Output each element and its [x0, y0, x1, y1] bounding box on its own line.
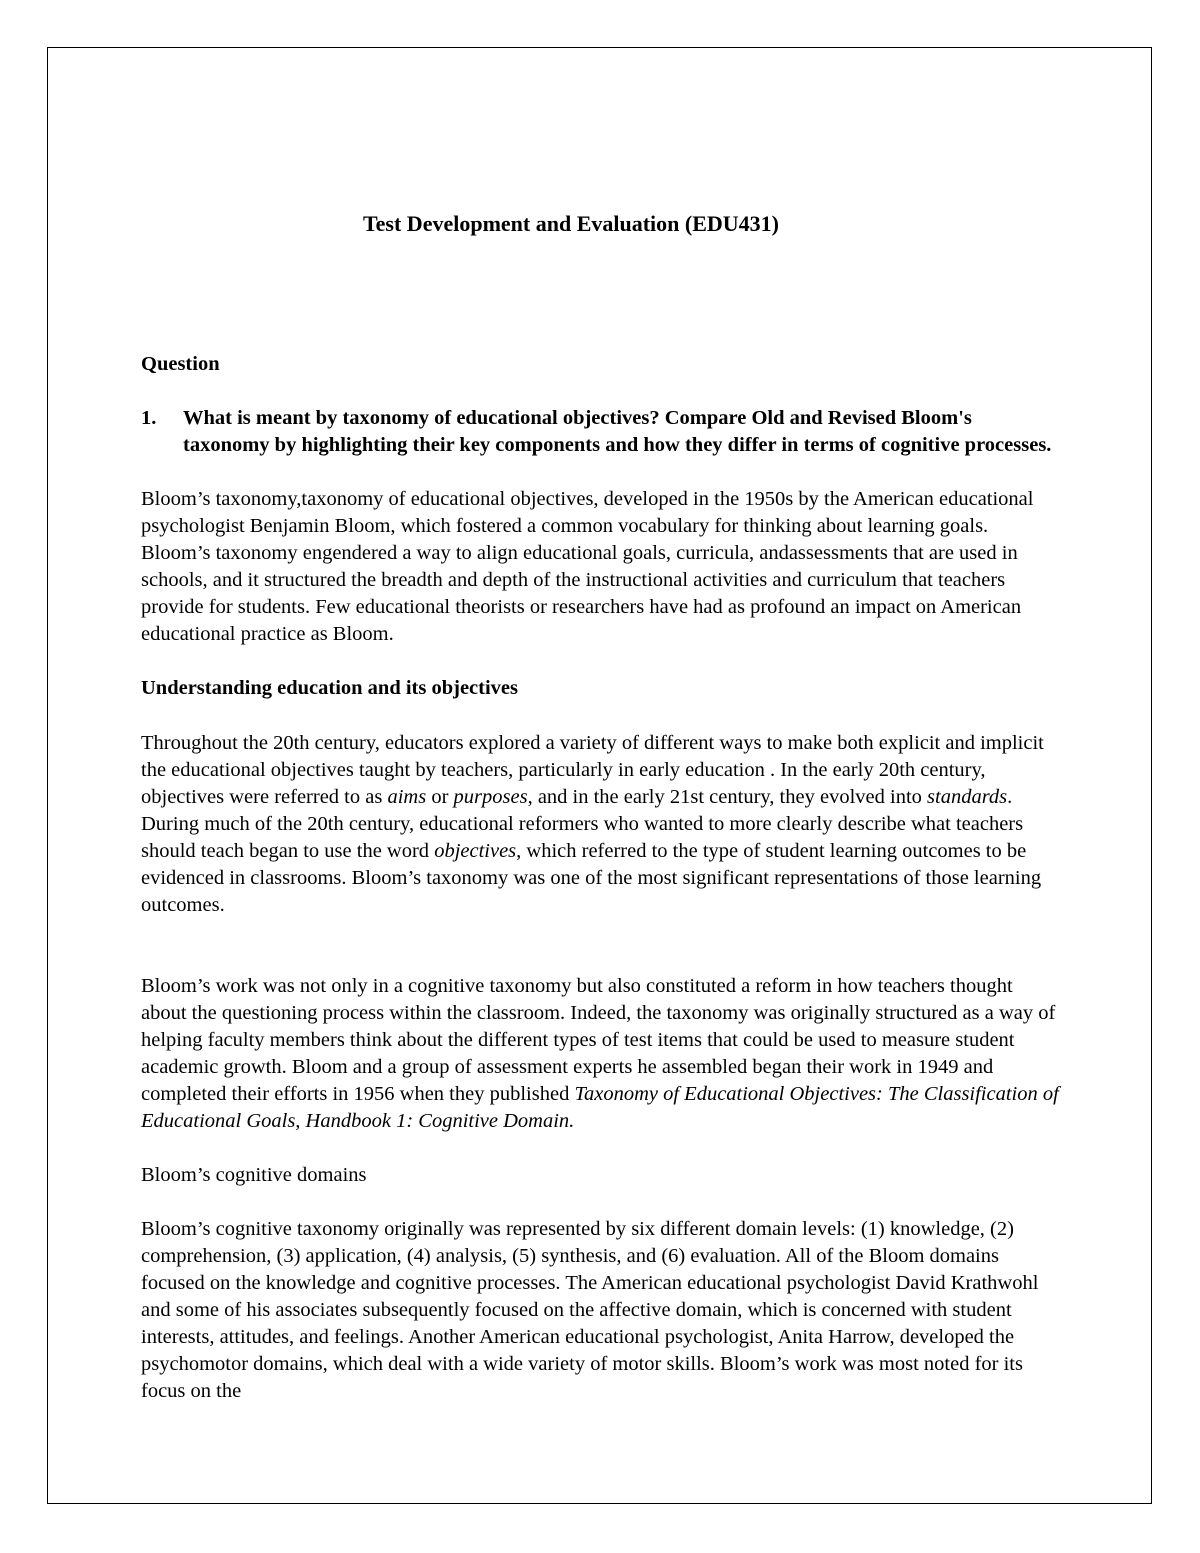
paragraph-cognitive-domains: Bloom’s cognitive taxonomy originally was represented by six different domain levels: (1) knowledge, (2) comprehension, (3) application, (4) analysis, (5) synthesis, and (6) evaluation. All of the Bloom domains focused on the knowledge and cognitive processes. The American educational psychologist David Krathwohl and some of his associates subsequently focused on the affective domain, which is concerned with student interests, attitudes, and feelings. Another American educational psychologist, Anita Harrow, developed the psychomotor domains, which deal with a wide variety of motor skills. Bloom’s work was most noted for its focus on the — [141, 1218, 1039, 1402]
italic-term-purposes: purposes — [453, 786, 528, 808]
question-item — [141, 405, 1061, 459]
document-title: Test Development and Evaluation (EDU431) — [363, 211, 779, 236]
question-text: What is meant by taxonomy of educational objectives? Compare Old and Revised Bloom's taxonomy by highlighting their key components and how they differ in terms of cognitive processes. — [183, 407, 1052, 456]
text-run: . During much of the 20th century, educational reformers who wanted to more clearly describe what teachers should teach began to use the word — [141, 786, 1024, 862]
paragraph-objectives-history — [141, 730, 1061, 919]
italic-book-title: Taxonomy of Educational Objectives: The Classification of Educational Goals, Handbook 1: Cognitive Domain. — [141, 1083, 1059, 1132]
text-run: , and in the early 21st century, they evolved into — [527, 786, 928, 808]
question-heading: Question — [141, 353, 220, 375]
italic-term-objectives: objectives — [434, 840, 517, 862]
paragraph-bloom-work — [141, 973, 1061, 1135]
text-run: or — [426, 786, 454, 808]
section-heading-objectives: Understanding education and its objectives — [141, 677, 519, 699]
question-number: 1. — [141, 407, 157, 429]
text-run: Bloom’s work was not only in a cognitive taxonomy but also constituted a reform in how teachers thought about the questioning process within the classroom. Indeed, the taxonomy was originally structured as a way of helping faculty members think about the different types of test items that could be used to measure student academic growth. Bloom and a group of assessment experts he assembled began their work in 1949 and completed their efforts in 1956 when they published — [141, 975, 1056, 1105]
italic-term-standards: standards — [927, 786, 1008, 808]
italic-term-aims: aims — [387, 786, 427, 808]
text-run: Throughout the 20th century, educators explored a variety of different ways to make both explicit and implicit the educational objectives taught by teachers, particularly in early education . In the early 20th century, objectives were referred to as — [141, 732, 1044, 808]
section-heading-cognitive-domains: Bloom’s cognitive domains — [141, 1164, 367, 1186]
text-run: , which referred to the type of student learning outcomes to be evidenced in classrooms. Bloom’s taxonomy was one of the most significant representations of those learning outcomes. — [141, 840, 1042, 916]
paragraph-intro: Bloom’s taxonomy,taxonomy of educational objectives, developed in the 1950s by the American educational psychologist Benjamin Bloom, which fostered a common vocabulary for thinking about learning goals. Bloom’s taxonomy engendered a way to align educational goals, curricula, andassessments that are used in schools, and it structured the breadth and depth of the instructional activities and curriculum that teachers provide for students. Few educational theorists or researchers have had as profound an impact on American educational practice as Bloom. — [141, 488, 1034, 645]
